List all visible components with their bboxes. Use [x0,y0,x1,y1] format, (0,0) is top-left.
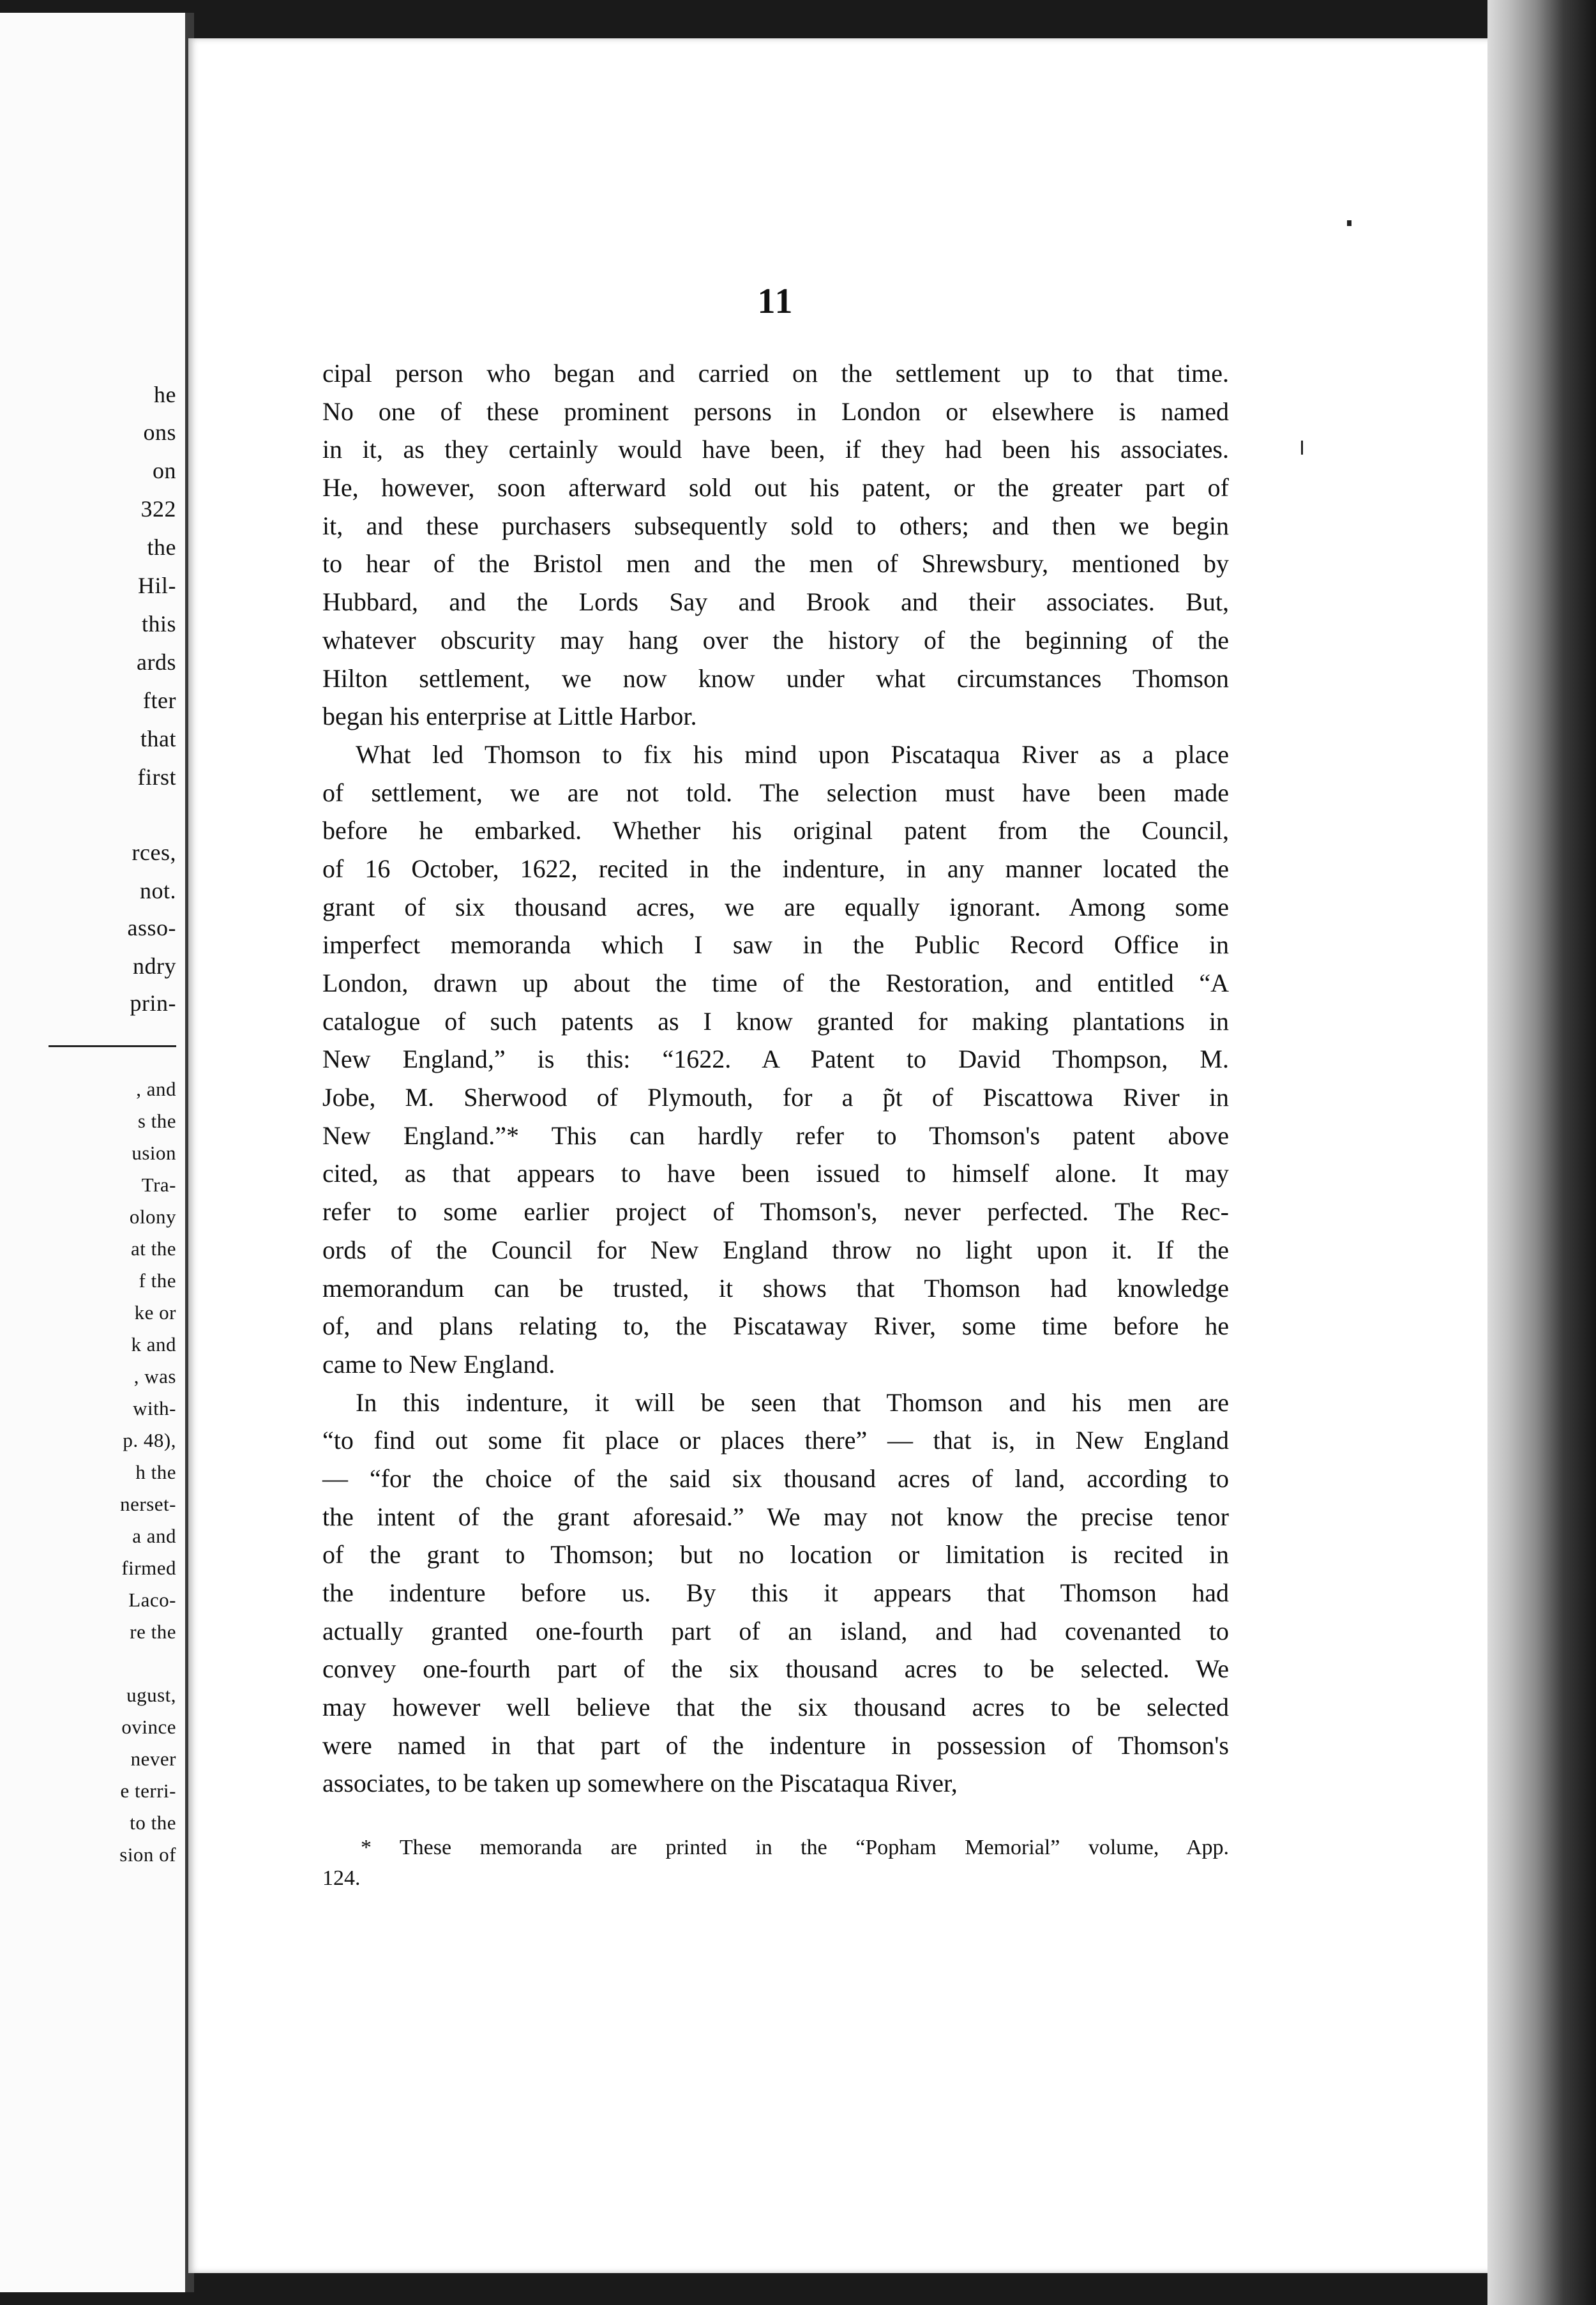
body-text [322,354,1229,1802]
text-line: may however well believe that the six thousand acres to be selected [322,1693,1229,1722]
previous-page-fragment: , and [136,1078,176,1100]
previous-page-fragment: k and [131,1333,176,1356]
previous-page-fragment: h the [135,1461,176,1483]
text-line: actually granted one-fourth part of an island, and had covenanted to [322,1616,1229,1645]
footnote [322,1833,1229,1894]
previous-page-fragment: ards [137,649,176,675]
previous-page-fragment: this [141,611,176,637]
text-line: grant of six thousand acres, we are equally ignorant. Among some [322,892,1229,921]
text-line: What led Thomson to fix his mind upon Piscataqua River as a place [356,739,1229,769]
text-line: were named in that part of the indenture in possession of Thomson's [322,1730,1229,1760]
text-line: He, however, soon afterward sold out his patent, or the greater part of [322,473,1229,503]
previous-page-fragment: ugust, [126,1684,176,1706]
text-line: London, drawn up about the time of the Restoration, and entitled “A [322,969,1229,997]
text-line: catalogue of such patents as I know granted for making plantations in [322,1006,1229,1036]
text-line: it, and these purchasers subsequently sold to others; and then we begin [322,511,1229,540]
previous-page-fragment: ndry [133,953,176,979]
previous-page-fragment: fter [143,688,176,713]
previous-page-fragment: Laco- [128,1589,176,1611]
text-line: imperfect memoranda which I saw in the Public Record Office in [322,930,1229,960]
text-line: in it, as they certainly would have been, if they had been his associates. [322,435,1229,464]
text-line: the indenture before us. By this it appears that Thomson had [322,1578,1229,1607]
previous-page-footnote-rule [49,1045,176,1047]
text-line: whatever obscurity may hang over the history of the beginning of the [322,625,1229,654]
previous-page-fragment: that [140,726,176,752]
ink-speck [1301,441,1303,455]
previous-page-fragment: on [153,458,176,483]
text-line: associates, to be taken up somewhere on the Piscataqua River, [322,1769,958,1798]
text-line: before he embarked. Whether his original patent from the Council, [322,816,1229,845]
previous-page-fragment: a and [132,1525,176,1547]
previous-page-fragment: prin- [130,990,176,1016]
text-line: convey one-fourth part of the six thousand acres to be selected. We [322,1654,1229,1684]
previous-page-fragment: Hil- [138,573,176,598]
text-line: Hilton settlement, we now know under what circumstances Thomson [322,663,1229,693]
previous-page-fragment: re the [130,1621,176,1643]
text-line: began his enterprise at Little Harbor. [322,702,697,731]
previous-page-fragment: with- [133,1397,176,1419]
previous-page-edge [0,13,194,2292]
previous-page-fragment: firmed [121,1557,176,1579]
text-line: of, and plans relating to, the Piscataway River, some time before he [322,1311,1229,1341]
text-line: the intent of the grant aforesaid.” We may not know the precise tenor [322,1502,1229,1531]
text-line: of the grant to Thomson; but no location or limitation is recited in [322,1540,1229,1569]
footnote-line: * These memoranda are printed in the “Popham Memorial” volume, App. [361,1836,1229,1859]
previous-page-fragment: ovince [121,1716,176,1738]
previous-page-fragment: rces, [132,840,176,865]
previous-page-fragment: Tra- [141,1174,176,1196]
text-line: cited, as that appears to have been issued to himself alone. It may [322,1159,1229,1188]
previous-page-fragment: the [147,534,176,560]
previous-page-fragment: p. 48), [123,1429,176,1451]
text-line: — “for the choice of the said six thousand acres of land, according to [322,1463,1229,1493]
previous-page-fragment: ke or [134,1301,176,1324]
text-line: ords of the Council for New England throw no light upon it. If the [322,1235,1229,1264]
previous-page-fragment: s the [137,1110,176,1132]
text-line: Hubbard, and the Lords Say and Brook and their associates. But, [322,587,1229,617]
text-line: came to New England. [322,1349,555,1379]
text-line: of 16 October, 1622, recited in the indenture, in any manner located the [322,854,1229,883]
previous-page-fragment: nerset- [120,1493,176,1515]
text-line: New England.”* This can hardly refer to Thomson's patent above [322,1121,1229,1150]
previous-page-fragment: 322 [140,496,176,522]
page-number: 11 [757,282,794,321]
previous-page-fragment: to the [130,1811,176,1834]
previous-page-fragment: he [154,382,176,407]
text-line: refer to some earlier project of Thomson's, never perfected. The Rec- [322,1197,1229,1227]
text-line: New England,” is this: “1622. A Patent to David Thompson, M. [322,1045,1229,1074]
previous-page-fragment: e terri- [120,1780,176,1802]
previous-page-fragment: , was [133,1365,176,1387]
text-line: No one of these prominent persons in London or elsewhere is named [322,397,1229,426]
text-line: of settlement, we are not told. The selection must have been made [322,778,1229,807]
ink-speck [1347,220,1351,226]
text-line: In this indenture, it will be seen that Thomson and his men are [356,1387,1229,1417]
previous-page-fragment: usion [132,1142,176,1164]
previous-page-fragment: never [130,1748,176,1770]
previous-page-fragment: at the [131,1237,176,1260]
text-line: “to find out some fit place or places there” — that is, in New England [322,1426,1229,1455]
text-line: Jobe, M. Sherwood of Plymouth, for a p̃t of Piscattowa River in [322,1083,1229,1112]
previous-page-fragment: not. [139,878,176,903]
text-line: memorandum can be trusted, it shows that Thomson had knowledge [322,1273,1229,1303]
text-line: to hear of the Bristol men and the men of Shrewsbury, mentioned by [322,549,1229,578]
previous-page-fragment: asso- [127,915,176,941]
previous-page-fragment: f the [139,1269,176,1292]
text-line: cipal person who began and carried on the settlement up to that time. [322,359,1229,388]
page-block-edge [1487,0,1596,2305]
footnote-line: 124. [322,1866,361,1890]
previous-page-fragment: ons [143,419,176,445]
previous-page-fragment: first [137,764,176,790]
previous-page-fragment: olony [129,1205,176,1228]
previous-page-fragment: sion of [119,1843,176,1866]
